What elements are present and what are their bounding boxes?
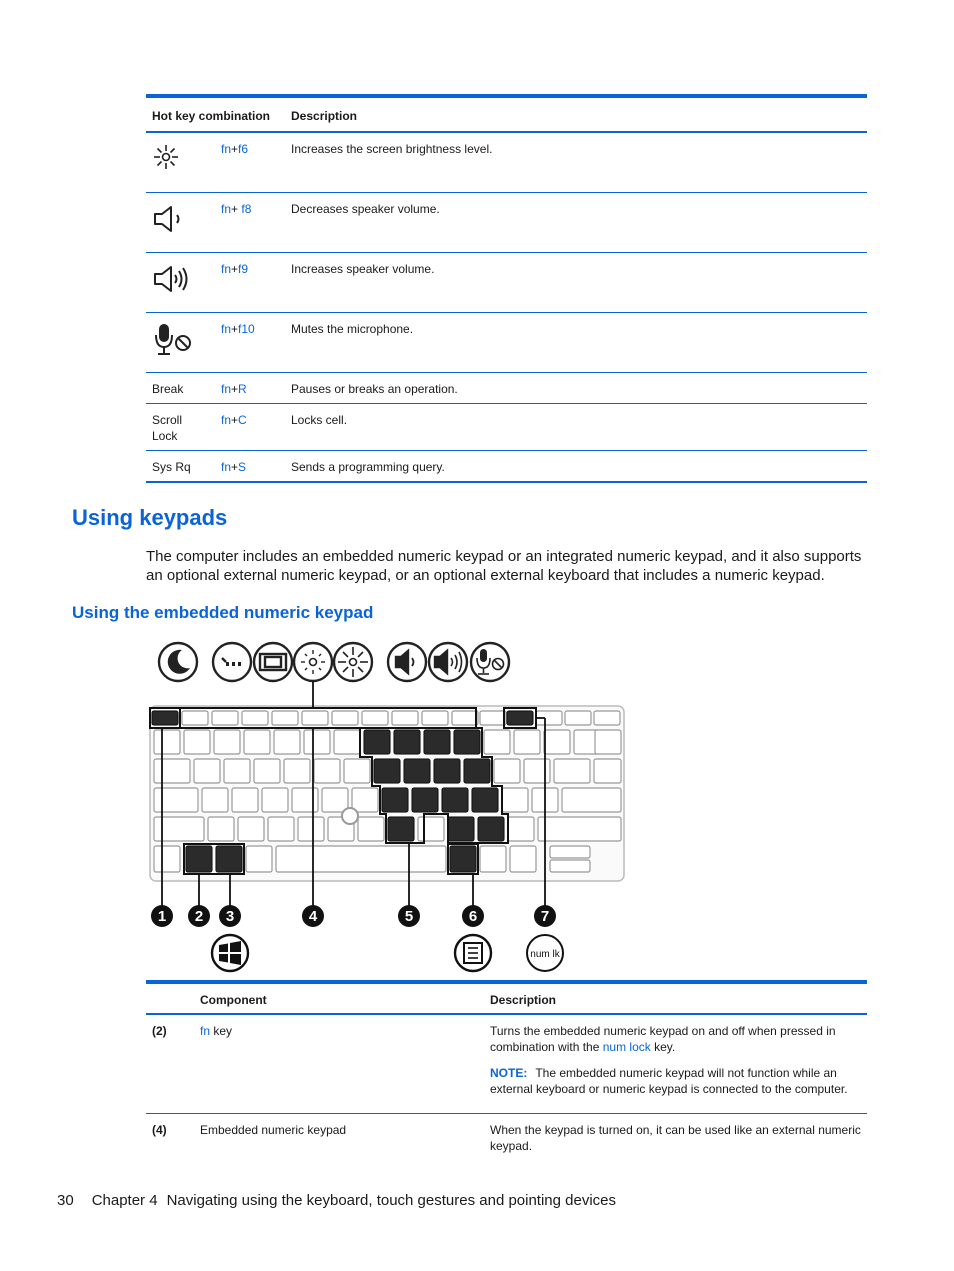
component-name — [194, 1014, 484, 1114]
hotkey-combo — [215, 451, 285, 483]
key: S — [238, 460, 247, 474]
volume-up-icon — [146, 253, 215, 313]
table-row — [146, 1114, 867, 1161]
callout-5: 5 — [404, 908, 414, 925]
brightness-up-icon — [334, 643, 372, 681]
volume-up-icon — [429, 643, 467, 681]
plus: + — [231, 142, 239, 156]
plus: + — [231, 460, 239, 474]
display-switch-icon — [213, 643, 251, 681]
component-table — [146, 980, 867, 1160]
fn-key: fn — [221, 413, 232, 427]
callout-7: 7 — [540, 908, 550, 925]
hotkey-label: Sys Rq — [152, 460, 191, 474]
table-row — [146, 132, 867, 193]
hotkey-description: Locks cell. — [285, 404, 867, 451]
plus: + — [231, 382, 239, 396]
key: f10 — [238, 322, 255, 336]
fn-key: fn — [221, 460, 232, 474]
brightness-up-icon — [146, 132, 215, 193]
callout-4: 4 — [308, 908, 318, 925]
header-description: Description — [285, 96, 867, 132]
section-title: Using keypads — [72, 505, 228, 530]
component-description — [484, 1014, 867, 1114]
key: f6 — [238, 142, 249, 156]
header-number — [146, 982, 194, 1014]
component-number: (4) — [152, 1123, 167, 1137]
header-hotkey: Hot key combination — [146, 96, 285, 132]
key: C — [238, 413, 247, 427]
callout-3: 3 — [225, 908, 235, 925]
hotkey-combo — [215, 313, 285, 373]
hotkey-description: Sends a programming query. — [291, 460, 445, 474]
table-row — [146, 1014, 867, 1114]
chapter-label: Chapter 4 — [91, 1192, 158, 1209]
table-row — [146, 313, 867, 373]
callout-6: 6 — [468, 908, 478, 925]
header-description: Description — [484, 982, 867, 1014]
volume-down-icon — [146, 193, 215, 253]
component-description — [484, 1114, 867, 1161]
table-row — [146, 253, 867, 313]
hotkey-description: Increases the screen brightness level. — [285, 132, 867, 193]
mic-mute-icon — [146, 313, 215, 373]
component-name-text: key — [210, 1024, 233, 1038]
plus: + — [231, 322, 239, 336]
note-label: NOTE: — [490, 1066, 528, 1080]
hotkey-table-header — [146, 96, 867, 132]
plus: + — [231, 262, 239, 276]
hotkey-combo — [215, 404, 285, 451]
hotkey-description: Decreases speaker volume. — [285, 193, 867, 253]
table-row — [146, 451, 867, 483]
table-row — [146, 404, 867, 451]
key: f9 — [238, 262, 249, 276]
callout-numbers — [151, 905, 556, 927]
subsection-title: Using the embedded numeric keypad — [72, 603, 374, 622]
hotkey-combo — [215, 253, 285, 313]
num-lock-icon — [527, 935, 563, 971]
plus: + — [231, 413, 239, 427]
fn-key: fn — [221, 322, 232, 336]
key: R — [238, 382, 247, 396]
description-text: When the keypad is turned on, it can be used like an external numeric keypad. — [490, 1123, 861, 1153]
fn-key: fn — [221, 262, 232, 276]
header-component: Component — [194, 982, 484, 1014]
keyboard-illustration — [140, 636, 640, 976]
num-lock-key: num lock — [602, 1040, 651, 1054]
note-text: The embedded numeric keypad will not function while an external keyboard or numeric keypad is connected to the computer. — [490, 1066, 848, 1096]
hotkey-description: Mutes the microphone. — [285, 313, 867, 373]
component-table-header — [146, 982, 867, 1014]
hotkey-combo — [215, 132, 285, 193]
table-row — [146, 193, 867, 253]
plus: + — [231, 202, 242, 216]
screen-icon — [254, 643, 292, 681]
windows-icon — [212, 935, 248, 971]
hotkey-label: Scroll Lock — [146, 404, 215, 451]
fn-key: fn — [221, 202, 232, 216]
note — [490, 1065, 861, 1097]
description-text — [490, 1023, 861, 1055]
callout-1: 1 — [157, 908, 167, 925]
hotkey-combo — [215, 373, 285, 404]
hotkey-description: Increases speaker volume. — [285, 253, 867, 313]
volume-down-icon — [388, 643, 426, 681]
key: f8 — [241, 202, 252, 216]
brightness-down-icon — [294, 643, 332, 681]
component-name-text: Embedded numeric keypad — [200, 1123, 347, 1137]
fn-key: fn — [221, 142, 232, 156]
menu-icon — [455, 935, 491, 971]
mic-mute-icon — [471, 643, 509, 681]
intro-paragraph: The computer includes an embedded numeric keypad or an integrated numeric keypad, and it also supports an optional external numeric keypad, or an optional external keyboard that includes a numeric keypad. — [146, 548, 862, 584]
desc-post: key. — [650, 1040, 676, 1054]
sleep-icon — [159, 643, 197, 681]
callout-2: 2 — [194, 908, 204, 925]
component-number: (2) — [146, 1014, 194, 1114]
table-row — [146, 373, 867, 404]
hotkey-combo — [215, 193, 285, 253]
function-icons — [159, 643, 509, 681]
page-number: 30 — [57, 1192, 74, 1209]
page-footer — [57, 1192, 616, 1209]
desc-pre: Turns the embedded numeric keypad on and off when pressed in combination with the — [490, 1024, 836, 1054]
fn-key: fn — [200, 1024, 211, 1038]
fn-key: fn — [221, 382, 232, 396]
hotkey-table — [146, 94, 867, 483]
hotkey-label: Break — [146, 373, 215, 404]
component-name — [194, 1114, 484, 1161]
hotkey-description: Pauses or breaks an operation. — [285, 373, 867, 404]
num-lock-label: num lk — [530, 949, 560, 960]
chapter-title: Navigating using the keyboard, touch gestures and pointing devices — [166, 1192, 617, 1209]
